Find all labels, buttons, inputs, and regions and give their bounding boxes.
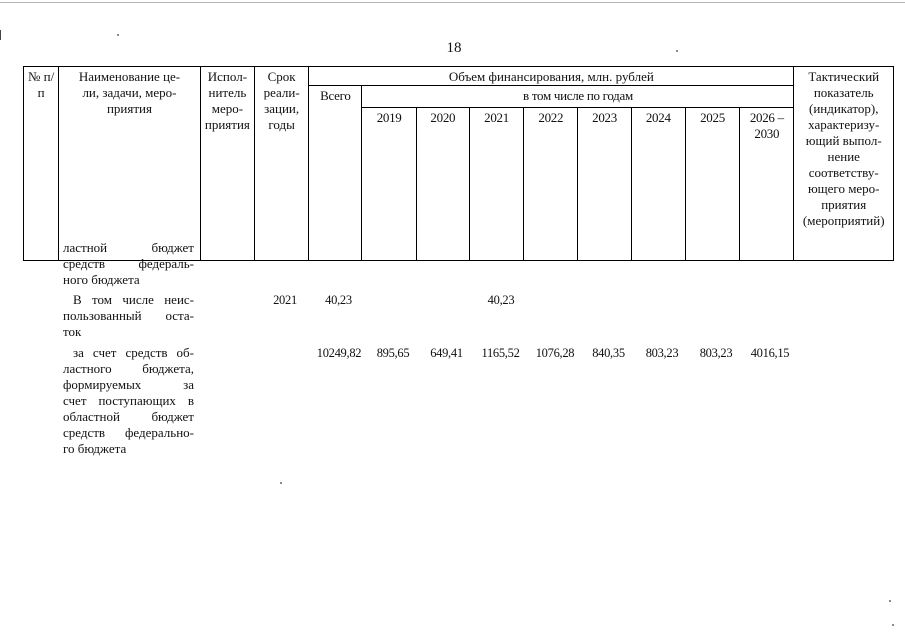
scan-speck	[117, 34, 119, 36]
header-indicator-line: соответству-	[808, 165, 879, 180]
scan-speck	[889, 600, 891, 602]
row-name-line: за счет средств об-	[73, 345, 194, 360]
header-exec-line: нитель	[208, 85, 247, 100]
scan-speck	[676, 50, 678, 52]
header-term-line: зации,	[264, 101, 300, 116]
header-term-line: годы	[268, 117, 295, 132]
row-value-2021: 40,23	[487, 293, 515, 307]
header-indicator-line: характеризу-	[808, 117, 880, 132]
scan-top-edge	[0, 2, 905, 3]
row-value-2020: 649,41	[430, 346, 463, 360]
header-volume-label: Объем финансирования, млн. рублей	[448, 69, 654, 84]
header-indicator-line: Тактический	[808, 69, 880, 84]
header-term-line: Срок	[267, 69, 296, 84]
row-name-line: В том числе неис-	[73, 292, 194, 307]
header-by-year	[362, 86, 794, 108]
header-year-2025: 2025	[685, 108, 739, 261]
row-value-2024: 803,23	[645, 346, 679, 360]
row-total: 40,23	[325, 293, 352, 307]
header-term	[255, 67, 309, 261]
header-year-2019: 2019	[362, 108, 416, 261]
header-volume	[309, 67, 794, 86]
row-name-line: го бюджета	[63, 441, 127, 456]
header-year-2023: 2023	[578, 108, 631, 261]
scan-speck	[892, 624, 894, 626]
row-value-2023: 840,35	[592, 346, 625, 360]
header-indicator-line: (мероприятий)	[802, 213, 885, 228]
header-total	[309, 86, 362, 261]
row-name-line: формируемых за	[63, 377, 194, 392]
row-value-2019: 895,65	[376, 346, 410, 360]
header-exec-line: приятия	[204, 117, 250, 132]
header-term-line: реали-	[263, 85, 300, 100]
row-name-regional-budget	[63, 345, 194, 457]
financing-table-header	[23, 66, 894, 261]
header-num-label: № п/п	[27, 69, 55, 100]
row-value-2022: 1076,28	[535, 346, 575, 360]
header-indicator-line: ющего меро-	[807, 181, 880, 196]
row-name-unused-balance	[63, 292, 194, 340]
header-indicator-line: нение	[827, 149, 860, 164]
header-name-line: ли, задачи, меро-	[82, 85, 177, 100]
header-total-label: Всего	[320, 88, 351, 103]
header-executor	[200, 67, 254, 261]
header-indicator-line: (индикатор),	[808, 101, 879, 116]
header-year-2022: 2022	[524, 108, 578, 261]
header-year-2021: 2021	[469, 108, 523, 261]
header-name-line: Наименование це-	[78, 69, 181, 84]
row-term: 2021	[273, 293, 297, 307]
header-indicator-line: приятия	[821, 197, 867, 212]
header-name	[59, 67, 201, 261]
header-exec-line: Испол-	[207, 69, 248, 84]
row-value-2026-2030: 4016,15	[750, 346, 790, 360]
row-name-line: областной бюджет	[63, 409, 194, 424]
row-name-line: средств федерально-	[63, 425, 194, 440]
scan-left-mark	[0, 30, 1, 40]
row-name-line: счет поступающих в	[63, 393, 194, 408]
row-name-line: ток	[63, 324, 82, 339]
row-name-continuation	[63, 240, 194, 288]
page-number: 18	[446, 40, 462, 56]
row-name-line: ного бюджета	[63, 272, 140, 287]
header-year-2020: 2020	[416, 108, 469, 261]
row-name-line: ластного бюджета,	[63, 361, 194, 376]
header-indicator-line: ющий выпол-	[805, 133, 882, 148]
row-value-2021: 1165,52	[481, 346, 520, 360]
row-name-line: пользованный оста-	[63, 308, 194, 323]
header-year-2026-2030: 2026 – 2030	[740, 108, 794, 261]
row-value-2025: 803,23	[699, 346, 733, 360]
row-total: 10249,82	[316, 346, 362, 360]
row-name-line: ластной бюджет	[63, 240, 194, 255]
header-indicator-line: показатель	[813, 85, 874, 100]
header-indicator	[794, 67, 894, 261]
header-by-year-label: в том числе по годам	[523, 88, 633, 103]
header-exec-line: меро-	[211, 101, 244, 116]
scan-speck	[280, 482, 282, 484]
header-num	[24, 67, 59, 261]
row-name-line: средств федераль-	[63, 256, 194, 271]
header-year-2024: 2024	[631, 108, 685, 261]
header-name-line: приятия	[106, 101, 152, 116]
